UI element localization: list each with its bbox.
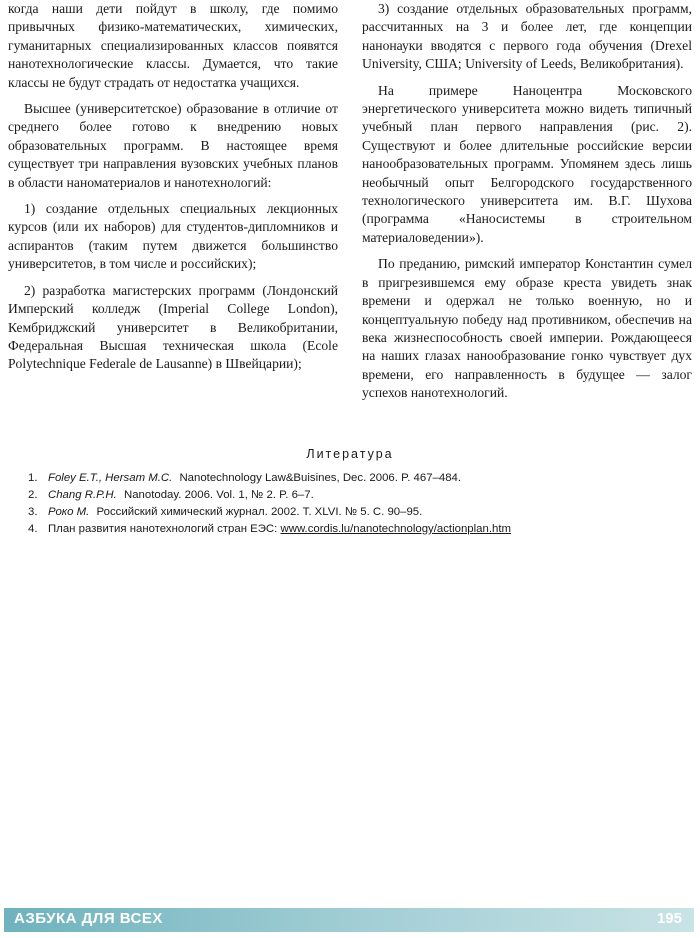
right-column [362, 0, 692, 411]
references-title: Литература [306, 447, 394, 461]
reference-number: 1. [28, 472, 38, 484]
reference-item [28, 487, 688, 504]
reference-number: 3. [28, 506, 38, 518]
reference-authors: Foley E.T., Hersam M.C. [48, 472, 173, 484]
reference-number: 4. [28, 523, 38, 535]
paragraph: когда наши дети пойдут в школу, где помимо привычных физико-математических, химических, гуманитарных специализированных классов появятся нанотехнологические классы. Думается, что такие классы не будут страдать от недостатка учащихся. [8, 1, 338, 90]
paragraph: На примере Наноцентра Московского энергетического университета можно видеть типичный учебный план первого направления (рис. 2). Существуют и более длительные российские версии нанообразовательных программ. Упомянем здесь лишь необычный опыт Белгородского государственного технологического университета им. В.Г. Шухова (программа «Наносистемы в строительном материаловедении»). [362, 82, 692, 245]
page-number: 195 [656, 910, 682, 927]
reference-text: План развития нанотехнологий стран ЕЭС: [48, 523, 278, 535]
paragraph: По преданию, римский император Константин сумел в пригрезившемся ему образе креста увидеть знак времени и одержал не только военную, но и концептуальную победу над противником, обеспечив на века жизнеспособность своей империи. Рождающееся на наших глазах нанообразование гонко чувствует дух времени, его направленность в будущее — залог успехов нанотехнологий. [362, 256, 692, 401]
reference-text: Российский химический журнал. 2002. Т. XLVI. № 5. С. 90–95. [96, 506, 423, 518]
body-columns [8, 0, 692, 411]
left-column [8, 0, 338, 411]
reference-number: 2. [28, 489, 38, 501]
references-list [28, 470, 688, 538]
reference-text: Nanotoday. 2006. Vol. 1, № 2. P. 6–7. [123, 489, 314, 501]
reference-authors: Chang R.P.H. [48, 489, 117, 501]
reference-text: Nanotechnology Law&Buisines, Dec. 2006. P. 467–484. [179, 472, 462, 484]
reference-item [28, 470, 688, 487]
paragraph: 2) разработка магистерских программ (Лондонский Имперский колледж (Imperial College London), Кембриджский университет в Великобритании, Федеральная Высшая техническая школа (Ecole Polytechnique Federale de Lausanne) в Швейцарии); [8, 282, 338, 372]
footer-section-title: АЗБУКА ДЛЯ ВСЕХ [14, 910, 163, 927]
reference-authors: Роко М. [48, 506, 90, 518]
paragraph: 1) создание отдельных специальных лекционных курсов (или их наборов) для студентов-дипломников и аспирантов (таким путем движется большинство университетов, в том числе и российских); [8, 201, 338, 272]
footer-band [4, 908, 694, 932]
reference-link[interactable]: www.cordis.lu/nanotechnology/actionplan.htm [280, 523, 511, 535]
reference-item [28, 504, 688, 521]
reference-item [28, 521, 688, 538]
paragraph: Высшее (университетское) образование в отличие от среднего более готово к внедрению новых образовательных программ. В настоящее время существует три направления вузовских учебных планов в области наноматериалов и нанотехнологий: [8, 101, 338, 190]
paragraph: 3) создание отдельных образовательных программ, рассчитанных на 3 и более лет, где концепции нанонауки вводятся с первого года обучения (Drexel University, США; University of Leeds, Великобритания). [362, 1, 692, 72]
